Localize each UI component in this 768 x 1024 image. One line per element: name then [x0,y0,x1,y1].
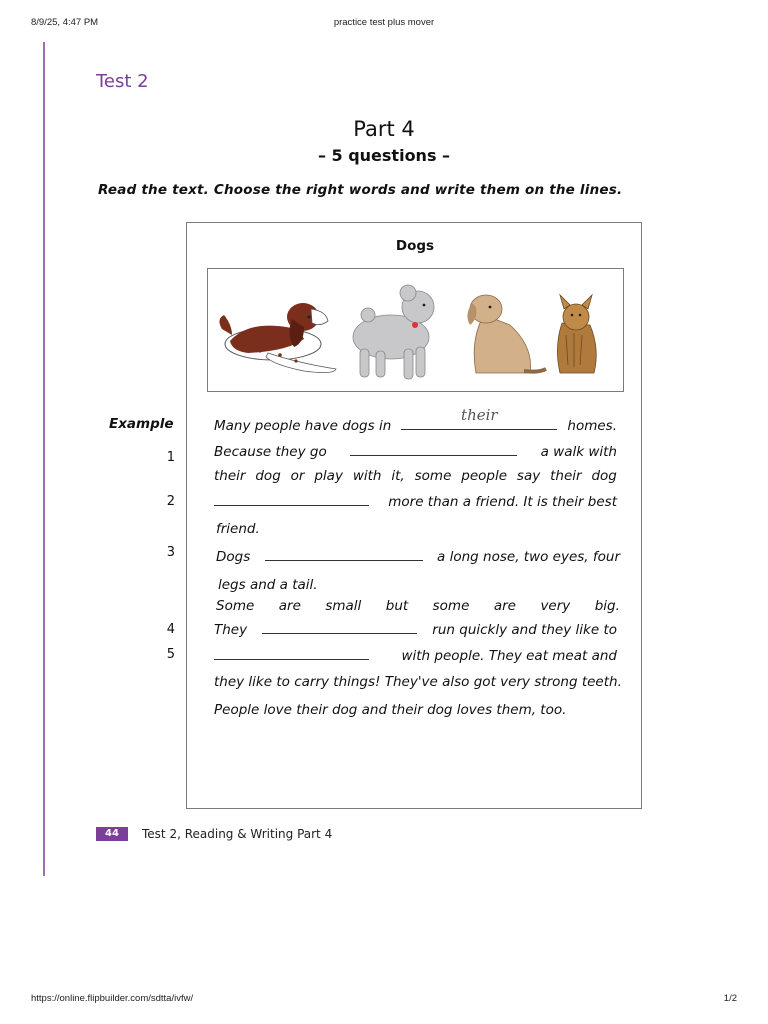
word: dog [591,468,617,484]
spaniel-dog-image [219,303,336,373]
instruction-text: Read the text. Choose the right words and write them on the lines. [98,182,623,198]
text-fragment: with people. They eat meat and [401,648,617,664]
text-fragment: they like to carry things! They've also got very strong teeth. [214,674,622,690]
word: it, [391,468,405,484]
word: their [214,468,246,484]
text-fragment: People love their dog and their dog loves them, too. [214,702,567,718]
dogs-picture [208,269,625,393]
answer-blank-3[interactable] [265,549,423,561]
text-line-9 [214,622,617,638]
answer-blank-2[interactable] [214,494,369,506]
terrier-dog-image [557,295,596,373]
text-fragment: Many people have dogs in [214,418,392,434]
part-title: Part 4 [353,117,415,141]
page-number-badge: 44 [96,827,128,841]
question-number-5: 5 [166,647,175,662]
print-datetime: 8/9/25, 4:47 PM [31,17,99,28]
reading-text-box [186,222,642,809]
text-line-2 [214,444,617,460]
questions-count-label: – 5 questions – [317,146,451,165]
text-fragment: a walk with [540,444,617,460]
word: small [325,598,362,614]
word: but [385,598,409,614]
test-title: Test 2 [96,71,149,92]
word: some [432,598,470,614]
question-number-3: 3 [166,545,175,560]
text-fragment: Because they go [214,444,327,460]
text-line-6 [216,549,620,565]
print-page-title: practice test plus mover [333,17,435,28]
word: people [461,468,508,484]
margin-rule [43,42,45,876]
text-fragment: legs and a tail. [218,577,318,593]
text-fragment: Dogs [216,549,251,565]
text-line-7 [218,577,621,593]
word: their [550,468,582,484]
text-fragment: more than a friend. It is their best [388,494,617,510]
word: play [314,468,343,484]
word: dog [255,468,281,484]
example-answer: their [461,406,498,424]
question-number-1: 1 [166,450,175,465]
text-line-4 [214,494,617,510]
text-fragment: homes. [567,418,617,434]
text-fragment: a long nose, two eyes, four [437,549,620,565]
print-header [0,17,768,31]
word: with [352,468,382,484]
word: Some [216,598,255,614]
text-line-8 [216,598,620,614]
text-title: Dogs [395,238,435,254]
text-fragment: They [214,622,248,638]
word: very [540,598,571,614]
print-footer [0,993,768,1007]
word: or [290,468,305,484]
word: some [414,468,452,484]
answer-blank-1[interactable] [350,444,517,456]
dogs-illustration [207,268,624,392]
poodle-dog-image [353,285,434,379]
print-page-count: 1/2 [723,993,737,1004]
word: big. [594,598,620,614]
example-label: Example [109,416,174,432]
text-fragment: run quickly and they like to [432,622,617,638]
text-line-5 [216,521,619,537]
text-fragment: friend. [216,521,260,537]
text-line-10 [214,648,617,664]
question-number-4: 4 [166,622,175,637]
text-line-1 [214,406,617,434]
word: are [278,598,301,614]
answer-blank-4[interactable] [262,622,417,634]
word: are [493,598,516,614]
answer-blank-5[interactable] [214,648,369,660]
example-answer-blank [401,406,557,430]
question-number-2: 2 [166,494,175,509]
text-line-11 [214,674,622,690]
retriever-dog-image [467,295,546,373]
text-line-3 [214,468,617,484]
print-url: https://online.flipbuilder.com/sdtta/ivfw/ [31,993,194,1004]
text-line-12 [214,702,617,718]
word: say [516,468,541,484]
page-caption: Test 2, Reading & Writing Part 4 [142,827,333,841]
